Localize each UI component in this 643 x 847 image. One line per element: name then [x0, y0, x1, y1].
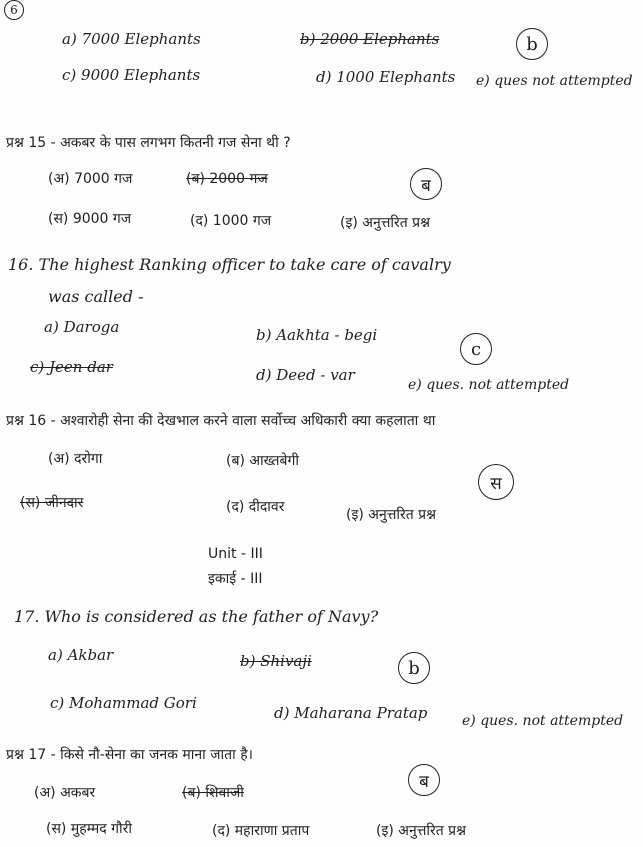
q17-hi-question: प्रश्न 17 - किसे नौ-सेना का जनक माना जाता है। — [6, 747, 253, 763]
q15-hi-question: प्रश्न 15 - अकबर के पास लगभग कितनी गज सेना थी ? — [6, 135, 291, 151]
q17-hi-option-b: (ब) शिवाजी — [182, 785, 244, 801]
q16-hi-option-a: (अ) दरोगा — [48, 451, 103, 467]
q15-en-option-b: b) 2000 Elephants — [300, 30, 440, 48]
q16-en-option-a: a) Daroga — [44, 318, 120, 336]
q17-hi-option-c: (स) मुहम्मद गौरी — [46, 821, 132, 837]
q16-en-question-line2: was called - — [48, 287, 144, 306]
q17-hi-option-d: (द) महाराणा प्रताप — [212, 823, 310, 839]
q15-en-answer-circle: b — [516, 28, 548, 60]
unit-heading-hi: इकाई - III — [208, 571, 263, 587]
q16-hi-option-b: (ब) आख्तबेगी — [226, 453, 299, 469]
q16-en-question-line1: 16. The highest Ranking officer to take care of cavalry — [8, 255, 451, 274]
q15-en-option-c: c) 9000 Elephants — [62, 66, 201, 84]
q15-hi-option-c: (स) 9000 गज — [48, 211, 132, 227]
q15-hi-option-b: (ब) 2000 गज — [186, 171, 268, 187]
page-number-badge: 6 — [4, 0, 24, 20]
q16-hi-option-c: (स) जीनदार — [20, 495, 84, 511]
q16-en-option-c: c) Jeen dar — [30, 358, 113, 376]
q15-hi-option-e: (इ) अनुत्तरित प्रश्न — [340, 215, 431, 231]
q16-en-option-b: b) Aakhta - begi — [256, 326, 378, 344]
q15-en-option-d: d) 1000 Elephants — [316, 68, 456, 86]
q17-hi-option-a: (अ) अकबर — [34, 785, 96, 801]
q17-en-option-b: b) Shivaji — [240, 652, 312, 670]
q16-en-option-d: d) Deed - var — [256, 366, 355, 384]
q15-en-option-a: a) 7000 Elephants — [62, 30, 201, 48]
q17-en-option-c: c) Mohammad Gori — [50, 694, 197, 712]
q16-hi-option-d: (द) दीदावर — [226, 499, 285, 515]
q17-en-option-a: a) Akbar — [48, 646, 114, 664]
q15-hi-answer-circle: ब — [410, 168, 442, 200]
q16-hi-answer-circle: स — [478, 464, 514, 500]
q15-en-option-e: e) ques not attempted — [476, 73, 633, 89]
q17-en-option-e: e) ques. not attempted — [462, 713, 624, 729]
q17-en-option-d: d) Maharana Pratap — [274, 704, 428, 722]
q17-en-answer-circle: b — [398, 652, 430, 684]
unit-heading-en: Unit - III — [208, 546, 263, 562]
q16-hi-question: प्रश्न 16 - अश्वारोही सेना की देखभाल करने वाला सर्वोच्च अधिकारी क्या कहलाता था — [6, 413, 436, 429]
q15-hi-option-d: (द) 1000 गज — [190, 213, 272, 229]
q16-en-answer-circle: c — [460, 333, 492, 365]
q17-en-question: 17. Who is considered as the father of Navy? — [14, 607, 379, 626]
q16-hi-option-e: (इ) अनुत्तरित प्रश्न — [346, 507, 437, 523]
q16-en-option-e: e) ques. not attempted — [408, 377, 570, 393]
q15-hi-option-a: (अ) 7000 गज — [48, 171, 133, 187]
q17-hi-option-e: (इ) अनुत्तरित प्रश्न — [376, 823, 467, 839]
q17-hi-answer-circle: ब — [408, 764, 440, 796]
